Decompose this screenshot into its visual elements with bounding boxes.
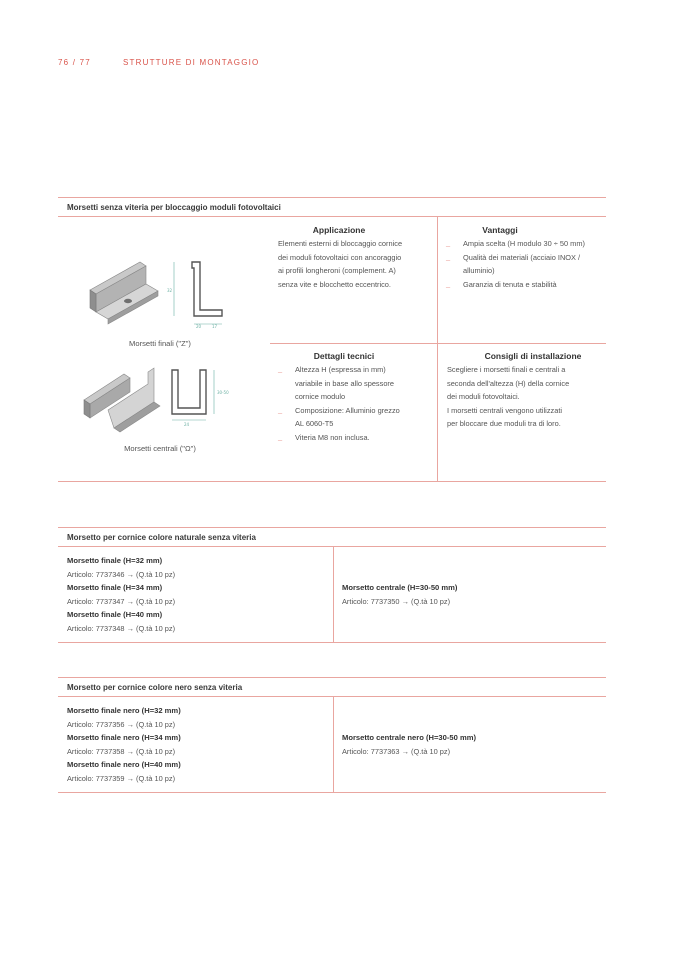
article-code: Articolo: 7737348 → (Q.tà 10 pz) bbox=[67, 623, 176, 633]
article-code: Articolo: 7737350 → (Q.tà 10 pz) bbox=[342, 596, 451, 606]
list-text bbox=[463, 251, 580, 278]
svg-text:30-50: 30-50 bbox=[217, 390, 229, 395]
divider bbox=[58, 792, 606, 793]
article-code: Articolo: 7737346 → (Q.tà 10 pz) bbox=[67, 569, 176, 579]
list-item bbox=[278, 404, 438, 431]
article-code: Articolo: 7737359 → (Q.tà 10 pz) bbox=[67, 773, 176, 783]
product-name: Morsetto finale (H=34 mm) bbox=[67, 583, 163, 593]
divider bbox=[58, 642, 606, 643]
text-line: Qualità dei materiali (acciaio INOX / bbox=[463, 252, 581, 262]
dettagli-heading: Dettagli tecnici bbox=[313, 351, 375, 361]
article-code: Articolo: 7737356 → (Q.tà 10 pz) bbox=[67, 719, 176, 729]
divider bbox=[58, 197, 606, 198]
product-name: Morsetto finale (H=40 mm) bbox=[67, 610, 163, 620]
svg-text:20: 20 bbox=[196, 324, 202, 329]
divider bbox=[58, 527, 606, 528]
list-item bbox=[278, 431, 438, 445]
caption-z: Morsetti finali ("Z") bbox=[129, 339, 191, 348]
divider bbox=[58, 546, 606, 547]
dash-bullet: _ bbox=[278, 365, 283, 374]
dash-bullet: _ bbox=[446, 279, 451, 289]
divider bbox=[58, 216, 606, 217]
svg-text:24: 24 bbox=[184, 422, 190, 427]
chapter-title: STRUTTURE DI MONTAGGIO bbox=[123, 58, 260, 67]
vantaggi-list bbox=[446, 237, 606, 291]
text-line: variabile in base allo spessore bbox=[295, 378, 395, 388]
dash-bullet: _ bbox=[278, 405, 283, 415]
section3-title: Morsetto per cornice colore nero senza viteria bbox=[67, 683, 243, 692]
text-line: seconda dell'altezza (H) della cornice bbox=[447, 378, 570, 388]
article-code: Articolo: 7737363 → (Q.tà 10 pz) bbox=[342, 746, 451, 756]
section2-title: Morsetto per cornice colore naturale senza viteria bbox=[67, 533, 256, 542]
black-end-clamps bbox=[67, 704, 327, 786]
black-center-clamp bbox=[342, 731, 602, 758]
applicazione-text bbox=[278, 237, 438, 291]
list-item bbox=[278, 363, 438, 404]
product-name: Morsetto finale nero (H=34 mm) bbox=[67, 733, 181, 743]
divider bbox=[58, 677, 606, 678]
text-line: cornice modulo bbox=[295, 392, 346, 402]
svg-text:32: 32 bbox=[167, 288, 173, 293]
list-text: Garanzia di tenuta e stabilità bbox=[463, 279, 557, 289]
text-line: AL 6060-T5 bbox=[295, 419, 334, 429]
product-name: Morsetto finale nero (H=32 mm) bbox=[67, 706, 181, 715]
dash-bullet: _ bbox=[278, 432, 283, 442]
section1-title: Morsetti senza viteria per bloccaggio moduli fotovoltaici bbox=[67, 203, 281, 212]
svg-text:17: 17 bbox=[212, 324, 218, 329]
text-line: per bloccare due moduli tra di loro. bbox=[447, 419, 561, 429]
text-line: I morsetti centrali vengono utilizzati bbox=[447, 405, 563, 415]
applicazione-heading: Applicazione bbox=[312, 225, 366, 235]
list-text: Viteria M8 non inclusa. bbox=[295, 432, 370, 442]
dash-bullet: _ bbox=[446, 239, 451, 248]
caption-omega: Morsetti centrali ("Ω") bbox=[124, 444, 196, 453]
z-clamp-illustration bbox=[82, 250, 242, 334]
product-name: Morsetto finale nero (H=40 mm) bbox=[67, 760, 181, 770]
list-text: Ampia scelta (H modulo 30 ÷ 50 mm) bbox=[463, 239, 585, 248]
product-name: Morsetto finale (H=32 mm) bbox=[67, 556, 163, 565]
text-line: alluminio) bbox=[463, 266, 495, 276]
list-item bbox=[446, 278, 606, 292]
natural-center-clamp bbox=[342, 581, 602, 608]
text-line: dei moduli fotovoltaici con ancoraggio bbox=[278, 252, 402, 262]
omega-clamp-illustration bbox=[80, 362, 240, 436]
text-line: Altezza H (espressa in mm) bbox=[295, 365, 386, 374]
text-line: senza vite e blocchetto eccentrico. bbox=[278, 279, 391, 289]
article-code: Articolo: 7737358 → (Q.tà 10 pz) bbox=[67, 746, 176, 756]
text-line: Composizione: Alluminio grezzo bbox=[295, 405, 400, 415]
list-item bbox=[446, 251, 606, 278]
product-name: Morsetto centrale (H=30-50 mm) bbox=[342, 583, 458, 592]
text-line: dei moduli fotovoltaici. bbox=[447, 392, 520, 402]
divider bbox=[58, 481, 606, 482]
list-item bbox=[446, 237, 606, 251]
column-divider bbox=[333, 696, 334, 792]
dash-bullet: _ bbox=[446, 252, 451, 262]
list-text bbox=[295, 404, 400, 431]
list-text bbox=[295, 363, 394, 404]
text-line: Elementi esterni di bloccaggio cornice bbox=[278, 239, 403, 248]
product-name: Morsetto centrale nero (H=30-50 mm) bbox=[342, 733, 476, 742]
consigli-text bbox=[447, 363, 607, 431]
text-line: ai profili longheroni (complement. A) bbox=[278, 266, 396, 276]
vantaggi-heading: Vantaggi bbox=[482, 225, 518, 235]
divider bbox=[270, 343, 606, 344]
page-numbers: 76 / 77 bbox=[58, 58, 91, 67]
article-code: Articolo: 7737347 → (Q.tà 10 pz) bbox=[67, 596, 176, 606]
divider bbox=[58, 696, 606, 697]
consigli-heading: Consigli di installazione bbox=[484, 351, 582, 361]
dettagli-list bbox=[278, 363, 438, 445]
text-line: Scegliere i morsetti finali e centrali a bbox=[447, 365, 566, 374]
column-divider bbox=[333, 546, 334, 642]
natural-end-clamps bbox=[67, 554, 327, 636]
